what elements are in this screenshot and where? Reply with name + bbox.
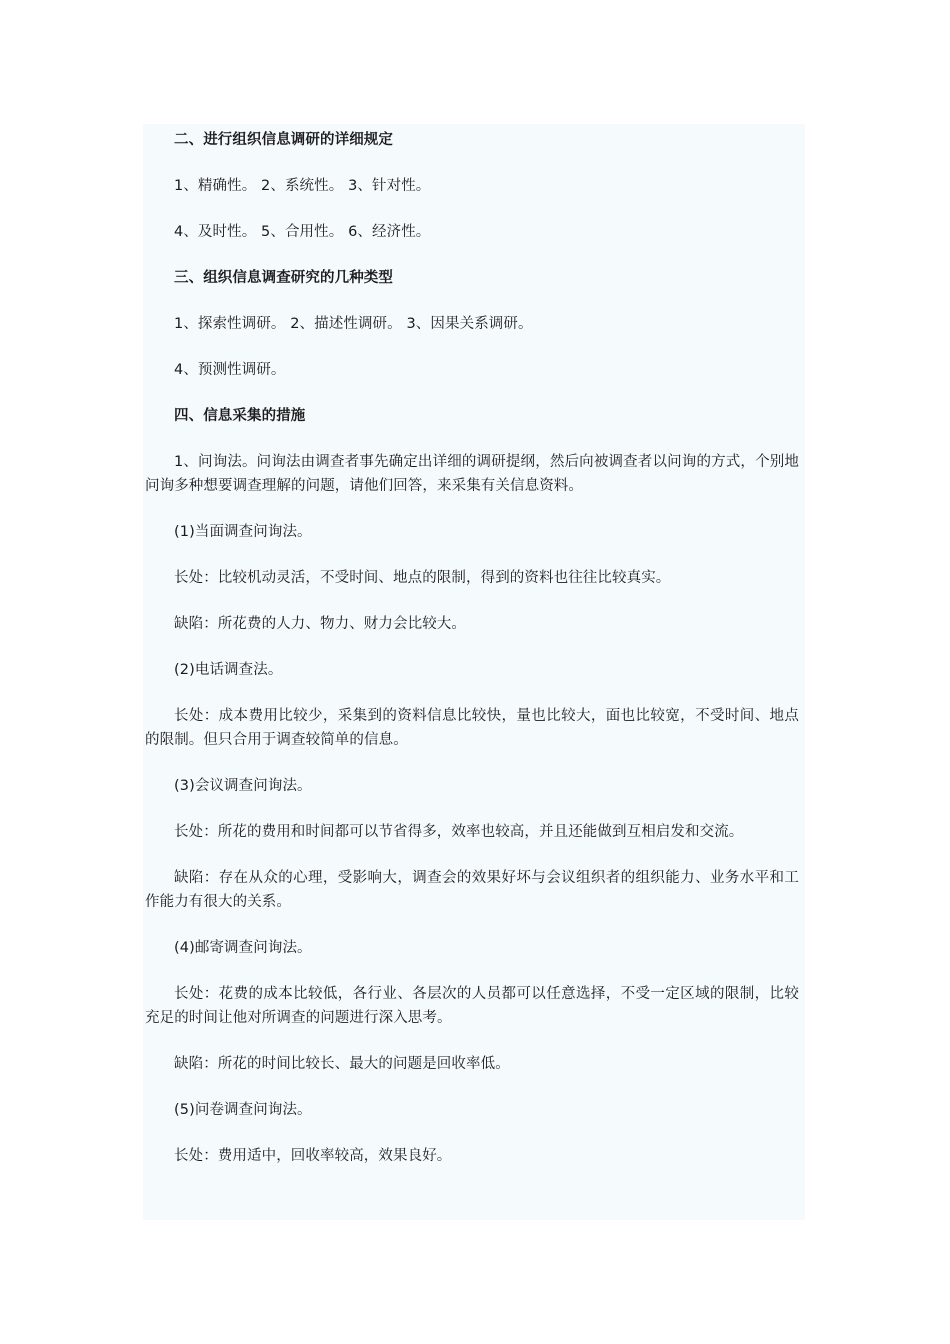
paragraph: 缺陷：所花费的人力、物力、财力会比较大。 <box>174 616 466 632</box>
paragraph: 4、预测性调研。 <box>174 362 286 378</box>
section-heading: 四、信息采集的措施 <box>174 408 306 424</box>
paragraph: 长处：所花的费用和时间都可以节省得多，效率也较高，并且还能做到互相启发和交流。 <box>174 824 744 840</box>
paragraph: 缺陷：存在从众的心理，受影响大，调查会的效果好坏与会议组织者的组织能力、业务水平和工作能力有很大的关系。 <box>145 870 799 910</box>
section-heading: 三、组织信息调查研究的几种类型 <box>174 270 393 286</box>
paragraph: 长处：成本费用比较少，采集到的资料信息比较快，量也比较大，面也比较宽，不受时间、地点的限制。但只合用于调查较简单的信息。 <box>145 708 799 748</box>
paragraph: (5)问卷调查问询法。 <box>174 1102 312 1118</box>
document-body <box>143 124 805 1220</box>
paragraph: 4、及时性。 5、合用性。 6、经济性。 <box>174 224 431 240</box>
paragraph: 1、问询法。问询法由调查者事先确定出详细的调研提纲，然后向被调查者以问询的方式，个别地问询多种想要调查理解的问题，请他们回答，来采集有关信息资料。 <box>145 454 799 494</box>
paragraph: 1、探索性调研。 2、描述性调研。 3、因果关系调研。 <box>174 316 533 332</box>
section-heading: 二、进行组织信息调研的详细规定 <box>174 132 393 148</box>
paragraph: 长处：费用适中，回收率较高，效果良好。 <box>174 1148 452 1164</box>
paragraph: 缺陷：所花的时间比较长、最大的问题是回收率低。 <box>174 1056 510 1072</box>
paragraph: (4)邮寄调查问询法。 <box>174 940 312 956</box>
paragraph: 长处：花费的成本比较低，各行业、各层次的人员都可以任意选择，不受一定区域的限制，比较充足的时间让他对所调查的问题进行深入思考。 <box>145 986 799 1026</box>
paragraph: 长处：比较机动灵活，不受时间、地点的限制，得到的资料也往往比较真实。 <box>174 570 671 586</box>
paragraph: 1、精确性。 2、系统性。 3、针对性。 <box>174 178 431 194</box>
paragraph: (3)会议调查问询法。 <box>174 778 312 794</box>
paragraph: (2)电话调查法。 <box>174 662 283 678</box>
paragraph: (1)当面调查问询法。 <box>174 524 312 540</box>
